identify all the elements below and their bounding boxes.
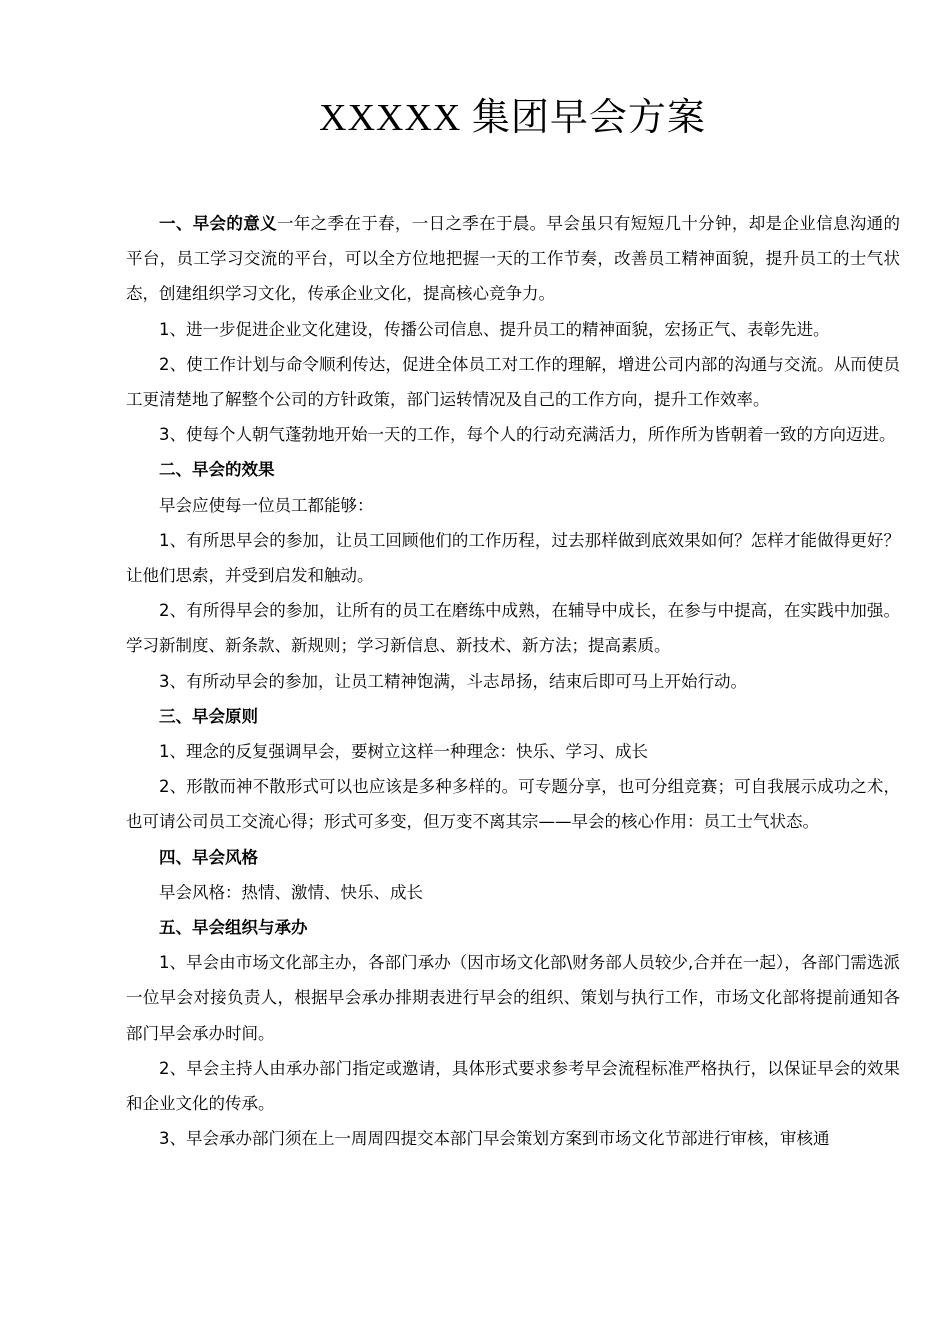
paragraph: 1、理念的反复强调早会，要树立这样一种理念：快乐、学习、成长 <box>159 742 648 762</box>
section-heading-text: 三、早会原则 <box>159 706 258 726</box>
paragraph: 早会风格：热情、激情、快乐、成长 <box>159 882 423 902</box>
page-title: XXXXX 集团早会方案 <box>319 97 706 139</box>
section-heading: 一、早会的意义 <box>159 214 277 233</box>
paragraph: 3、使每个人朝气蓬勃地开始一天的工作，每个人的行动充满活力，所作所为皆朝着一致的方向迈进。 <box>159 425 896 445</box>
paragraph: 早会应使每一位员工都能够： <box>159 495 374 515</box>
section-heading-text: 二、早会的效果 <box>159 460 275 480</box>
paragraph: 2、使工作计划与命令顺利传达，促进全体员工对工作的理解，增进公司内部的沟通与交流。从而使员工更清楚地了解整个公司的方针政策，部门运转情况及自己的工作方向，提升工作效率。 <box>126 354 900 410</box>
section-heading <box>126 452 900 487</box>
paragraph: 2、有所得早会的参加，让所有的员工在磨练中成熟，在辅导中成长，在参与中提高，在实践中加强。学习新制度、新条款、新规则；学习新信息、新技术、新方法；提高素质。 <box>126 601 900 656</box>
paragraph: 3、早会承办部门须在上一周周四提交本部门早会策划方案到市场文化节部进行审核，审核通 <box>159 1129 830 1149</box>
section-heading <box>126 840 900 875</box>
document-body <box>126 206 900 1156</box>
section-heading-text: 五、早会组织与承办 <box>159 918 308 938</box>
paragraph: 2、形散而神不散形式可以也应该是多种多样的。可专题分享，也可分组竞赛；可自我展示成功之术，也可请公司员工交流心得；形式可多变，但万变不离其宗——早会的核心作用：员工士气状态。 <box>126 777 900 832</box>
section-heading <box>126 699 900 734</box>
paragraph: 1、早会由市场文化部主办，各部门承办（因市场文化部\财务部人员较少,合并在一起），各部门需选派一位早会对接负责人，根据早会承办排期表进行早会的组织、策划与执行工作，市场文化部将提前通知各部门早会承办时间。 <box>126 953 900 1043</box>
paragraph: 3、有所动早会的参加，让员工精神饱满，斗志昂扬，结束后即可马上开始行动。 <box>159 671 747 691</box>
paragraph: 1、有所思早会的参加，让员工回顾他们的工作历程，过去那样做到底效果如何？怎样才能做得更好？让他们思索，并受到启发和触动。 <box>126 530 900 586</box>
paragraph: 2、早会主持人由承办部门指定或邀请，具体形式要求参考早会流程标准严格执行，以保证早会的效果和企业文化的传承。 <box>126 1058 900 1114</box>
paragraph: 1、进一步促进企业文化建设，传播公司信息、提升员工的精神面貌，宏扬正气、表彰先进。 <box>159 319 830 339</box>
section-heading-text: 四、早会风格 <box>159 847 258 867</box>
paragraph-text: 一年之季在于春，一日之季在于晨。早会虽只有短短几十分钟，却是企业信息沟通的平台，员工学习交流的平台，可以全方位地把握一天的工作节奏，改善员工精神面貌，提升员工的士气状态，创建组织学习文化，传承企业文化，提高核心竞争力。 <box>126 214 901 304</box>
paragraph <box>126 206 900 312</box>
section-heading <box>126 910 900 945</box>
